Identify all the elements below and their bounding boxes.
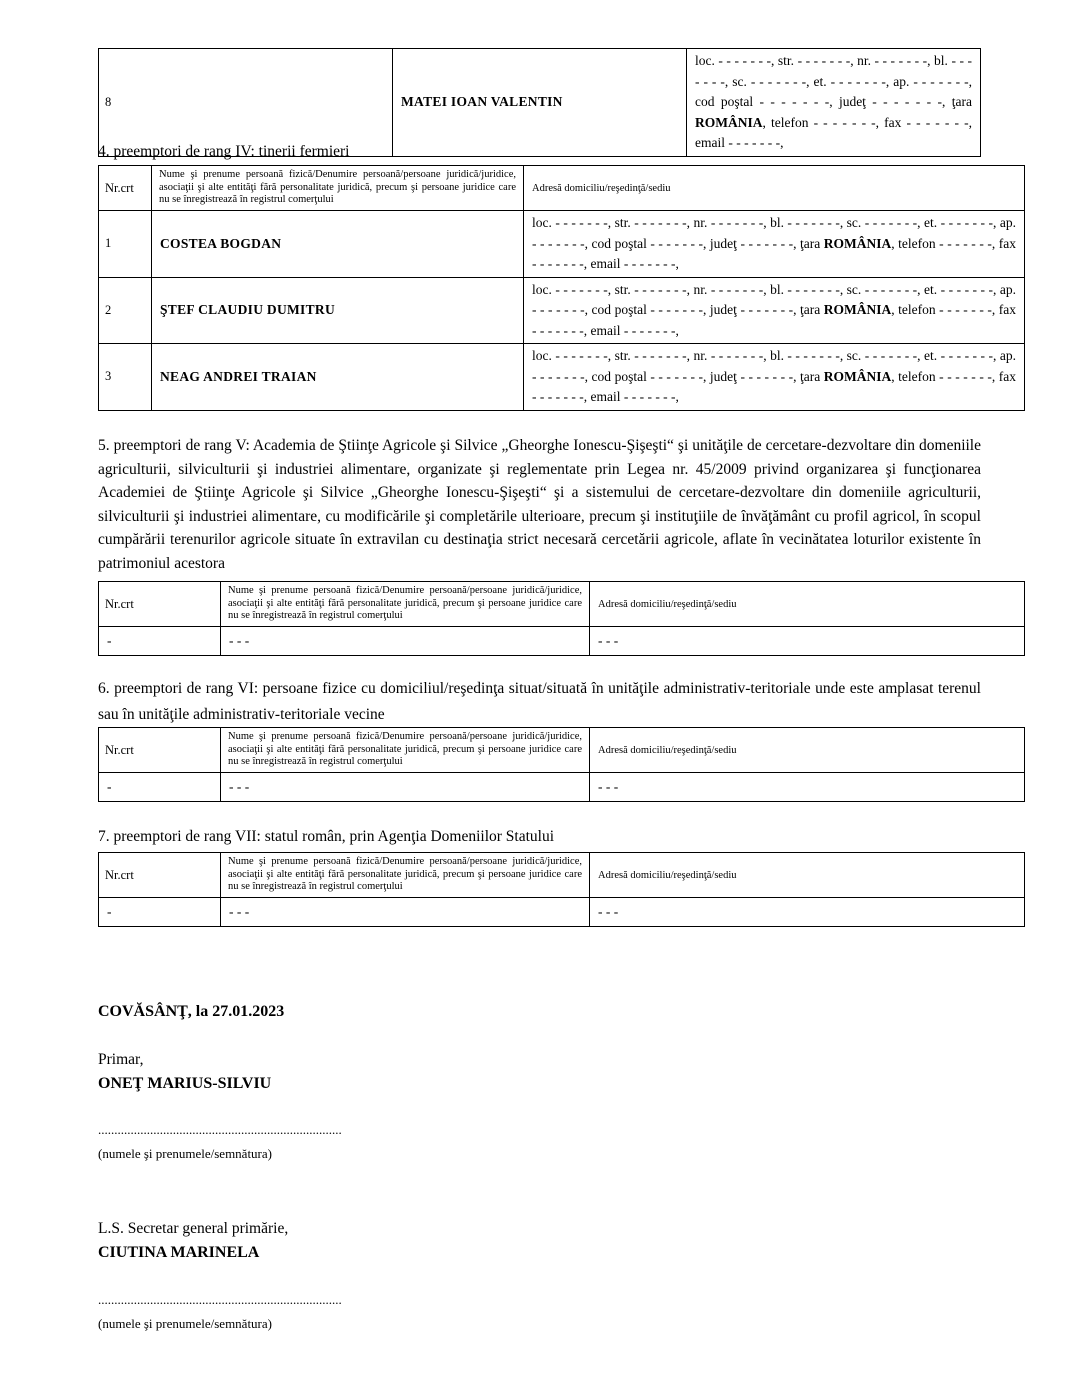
table-header-row [99,728,1025,773]
address-cell [590,898,1025,927]
row-number: 8 [105,94,112,109]
header-nr: Nr.crt [105,180,134,195]
header-nr-cell [99,166,152,211]
header-name-cell [152,166,524,211]
name-cell [221,627,590,656]
address-text: , telefon - - - - - - -, fax - - - - - - -, email - - - - - - -, [695,114,972,150]
header-name: Nume şi prenume persoană fizică/Denumire persoană/persoane juridică/juridice, asociaţii şi alte entităţi fără personalitate juridică, precum şi persoane juridice care nu se înregistrează în registrul comerţului [228,731,582,768]
header-address-cell [590,728,1025,773]
person-name: NEAG ANDREI TRAIAN [160,368,317,384]
header-nr-cell [99,582,221,627]
address-text: , telefon - - - - - - -, fax - - - - - - -, email - - - - - - -, [532,302,1016,338]
header-name: Nume şi prenume persoană fizică/Denumire persoană/persoane juridică/juridice, asociaţii şi alte entităţi fără personalitate juridică, precum şi persoane juridice care nu se înregistrează în registrul comerţului [159,169,516,206]
preemptors-rang6-table [98,727,981,802]
row-number: 3 [105,369,112,384]
header-name-cell [221,853,590,898]
secretar-name: CIUTINA MARINELA [98,1244,260,1261]
signature-dots-secretar: ........................................................................... [98,1292,342,1307]
name-cell [152,344,524,411]
section-6-heading: 6. preemptori de rang VI: persoane fizice cu domiciliul/reşedinţa situat/situată în unităţile administrativ-teritoriale unde este amplasat terenul sau în unităţile administrativ-teritoriale vecine [98,680,981,723]
header-name-cell [221,582,590,627]
address-cell [524,344,1025,411]
empty-value: - - - [598,779,619,794]
address-text: loc. - - - - - - -, str. - - - - - - -, nr. - - - - - - -, bl. - - - - - - -, sc. - - - - - - -, et. - - - - - - -, ap. - - - - - - -, cod poştal - - - - - - -, judeţ - - - - - - -, ţara [695,53,972,109]
preemptors-rang4-table [98,165,1016,411]
table-row-empty [99,627,1025,656]
empty-value: - - - [598,633,619,648]
person-name: ŞTEF CLAUDIU DUMITRU [160,302,336,318]
preemptors-rang3-partial-table [98,48,981,157]
row-number-cell [99,211,152,278]
address-country: ROMÂNIA [695,114,763,130]
table-header-row [99,853,1025,898]
header-nr: Nr.crt [105,867,134,882]
empty-value: - - - [598,904,619,919]
row-number-cell [99,898,221,927]
table-row [99,49,981,157]
empty-value: - [107,904,112,919]
table-row [99,344,1025,411]
empty-value: - [107,633,112,648]
header-address-cell [590,582,1025,627]
section-4-heading: 4. preemptori de rang IV: tinerii fermieri [98,143,350,160]
name-cell [221,898,590,927]
section-5-paragraph: 5. preemptori de rang V: Academia de Ştiinţe Agricole şi Silvice „Gheorghe Ionescu-Şişeşti“ şi unităţile de cercetare-dezvoltare din domeniile agriculturii, silviculturii şi industriei alimentare, organizate şi reglementate prin Legea nr. 45/2009 privind organizarea şi funcţionarea Academiei de Ştiinţe Agricole şi Silvice „Gheorghe Ionescu-Şişeşti“ şi a sistemului de cercetare-dezvoltare din domeniile agriculturii, silviculturii şi industriei alimentare, cu modificările şi completările ulterioare, precum şi instituţiile de învăţământ cu profil agricol, în scopul cumpărării terenurilor agricole situate în extravilan cu destinaţia strict necesară cercetării agricole, aflate în vecinătatea loturilor existente în patrimoniul acestora [98,437,981,572]
address-text: loc. - - - - - - -, str. - - - - - - -, nr. - - - - - - -, bl. - - - - - - -, sc. - - - - - - -, et. - - - - - - -, ap. - - - - - - -, cod poştal - - - - - - -, judeţ - - - - - - -, ţara [532,348,1016,384]
primar-label: Primar, [98,1051,144,1068]
header-nr: Nr.crt [105,742,134,757]
signature-hint-primar: (numele şi prenumele/semnătura) [98,1146,272,1161]
empty-value: - - - [229,779,250,794]
empty-value: - [107,779,112,794]
header-name: Nume şi prenume persoană fizică/Denumire persoană/persoane juridică/juridice, asociaţii şi alte entităţi fără personalitate juridică, precum şi persoane juridice care nu se înregistrează în registrul comerţului [228,856,582,893]
primar-name: ONEŢ MARIUS-SILVIU [98,1075,272,1092]
address-country: ROMÂNIA [823,235,892,251]
header-nr: Nr.crt [105,596,134,611]
address-cell [524,277,1025,344]
header-address: Adresă domiciliu/reşedinţă/sediu [532,182,671,194]
row-number-cell [99,49,393,157]
person-name: COSTEA BOGDAN [160,235,282,251]
header-address: Adresă domiciliu/reşedinţă/sediu [598,598,737,610]
header-address-cell [590,853,1025,898]
table-row-empty [99,773,1025,802]
name-cell [152,277,524,344]
name-cell [152,211,524,278]
table-row-empty [99,898,1025,927]
row-number-cell [99,344,152,411]
address-cell [590,627,1025,656]
empty-value: - - - [229,904,250,919]
header-name: Nume şi prenume persoană fizică/Denumire persoană/persoane juridică/juridice, asociaţii şi alte entităţi fără personalitate juridică, precum şi persoane juridice care nu se înregistrează în registrul comerţului [228,585,582,622]
header-nr-cell [99,853,221,898]
header-name-cell [221,728,590,773]
address-text: , telefon - - - - - - -, fax - - - - - - -, email - - - - - - -, [532,368,1016,404]
row-number: 2 [105,302,112,317]
row-number-cell [99,773,221,802]
header-nr-cell [99,728,221,773]
person-name: MATEI IOAN VALENTIN [401,94,563,110]
signature-hint-secretar: (numele şi prenumele/semnătura) [98,1316,272,1331]
table-header-row [99,582,1025,627]
address-text: loc. - - - - - - -, str. - - - - - - -, nr. - - - - - - -, bl. - - - - - - -, sc. - - - - - - -, et. - - - - - - -, ap. - - - - - - -, cod poştal - - - - - - -, judeţ - - - - - - -, ţara [532,281,1016,317]
name-cell [221,773,590,802]
table-row [99,211,1025,278]
address-country: ROMÂNIA [823,302,892,317]
preemptors-rang7-table [98,852,981,927]
row-number-cell [99,277,152,344]
table-row [99,277,1025,344]
empty-value: - - - [229,633,250,648]
table-header-row [99,166,1025,211]
header-address-cell [524,166,1025,211]
address-text: , telefon - - - - - - -, fax - - - - - - -, email - - - - - - -, [532,235,1016,271]
address-country: ROMÂNIA [823,368,892,384]
address-cell [524,211,1025,278]
header-address: Adresă domiciliu/reşedinţă/sediu [598,869,737,881]
preemptors-rang5-table [98,581,981,656]
address-cell [590,773,1025,802]
row-number-cell [99,627,221,656]
address-text: loc. - - - - - - -, str. - - - - - - -, nr. - - - - - - -, bl. - - - - - - -, sc. - - - - - - -, et. - - - - - - -, ap. - - - - - - -, cod poştal - - - - - - -, judeţ - - - - - - -, ţara [532,215,1016,251]
secretar-label: L.S. Secretar general primărie, [98,1220,289,1237]
header-address: Adresă domiciliu/reşedinţă/sediu [598,744,737,756]
address-cell [687,49,981,157]
section-7-heading: 7. preemptori de rang VII: statul român, prin Agenţia Domeniilor Statului [98,828,555,845]
signature-dots-primar: ........................................................................... [98,1122,342,1137]
row-number: 1 [105,236,112,251]
place-and-date: COVĂSÂNŢ, la 27.01.2023 [98,1003,285,1020]
name-cell [393,49,687,157]
